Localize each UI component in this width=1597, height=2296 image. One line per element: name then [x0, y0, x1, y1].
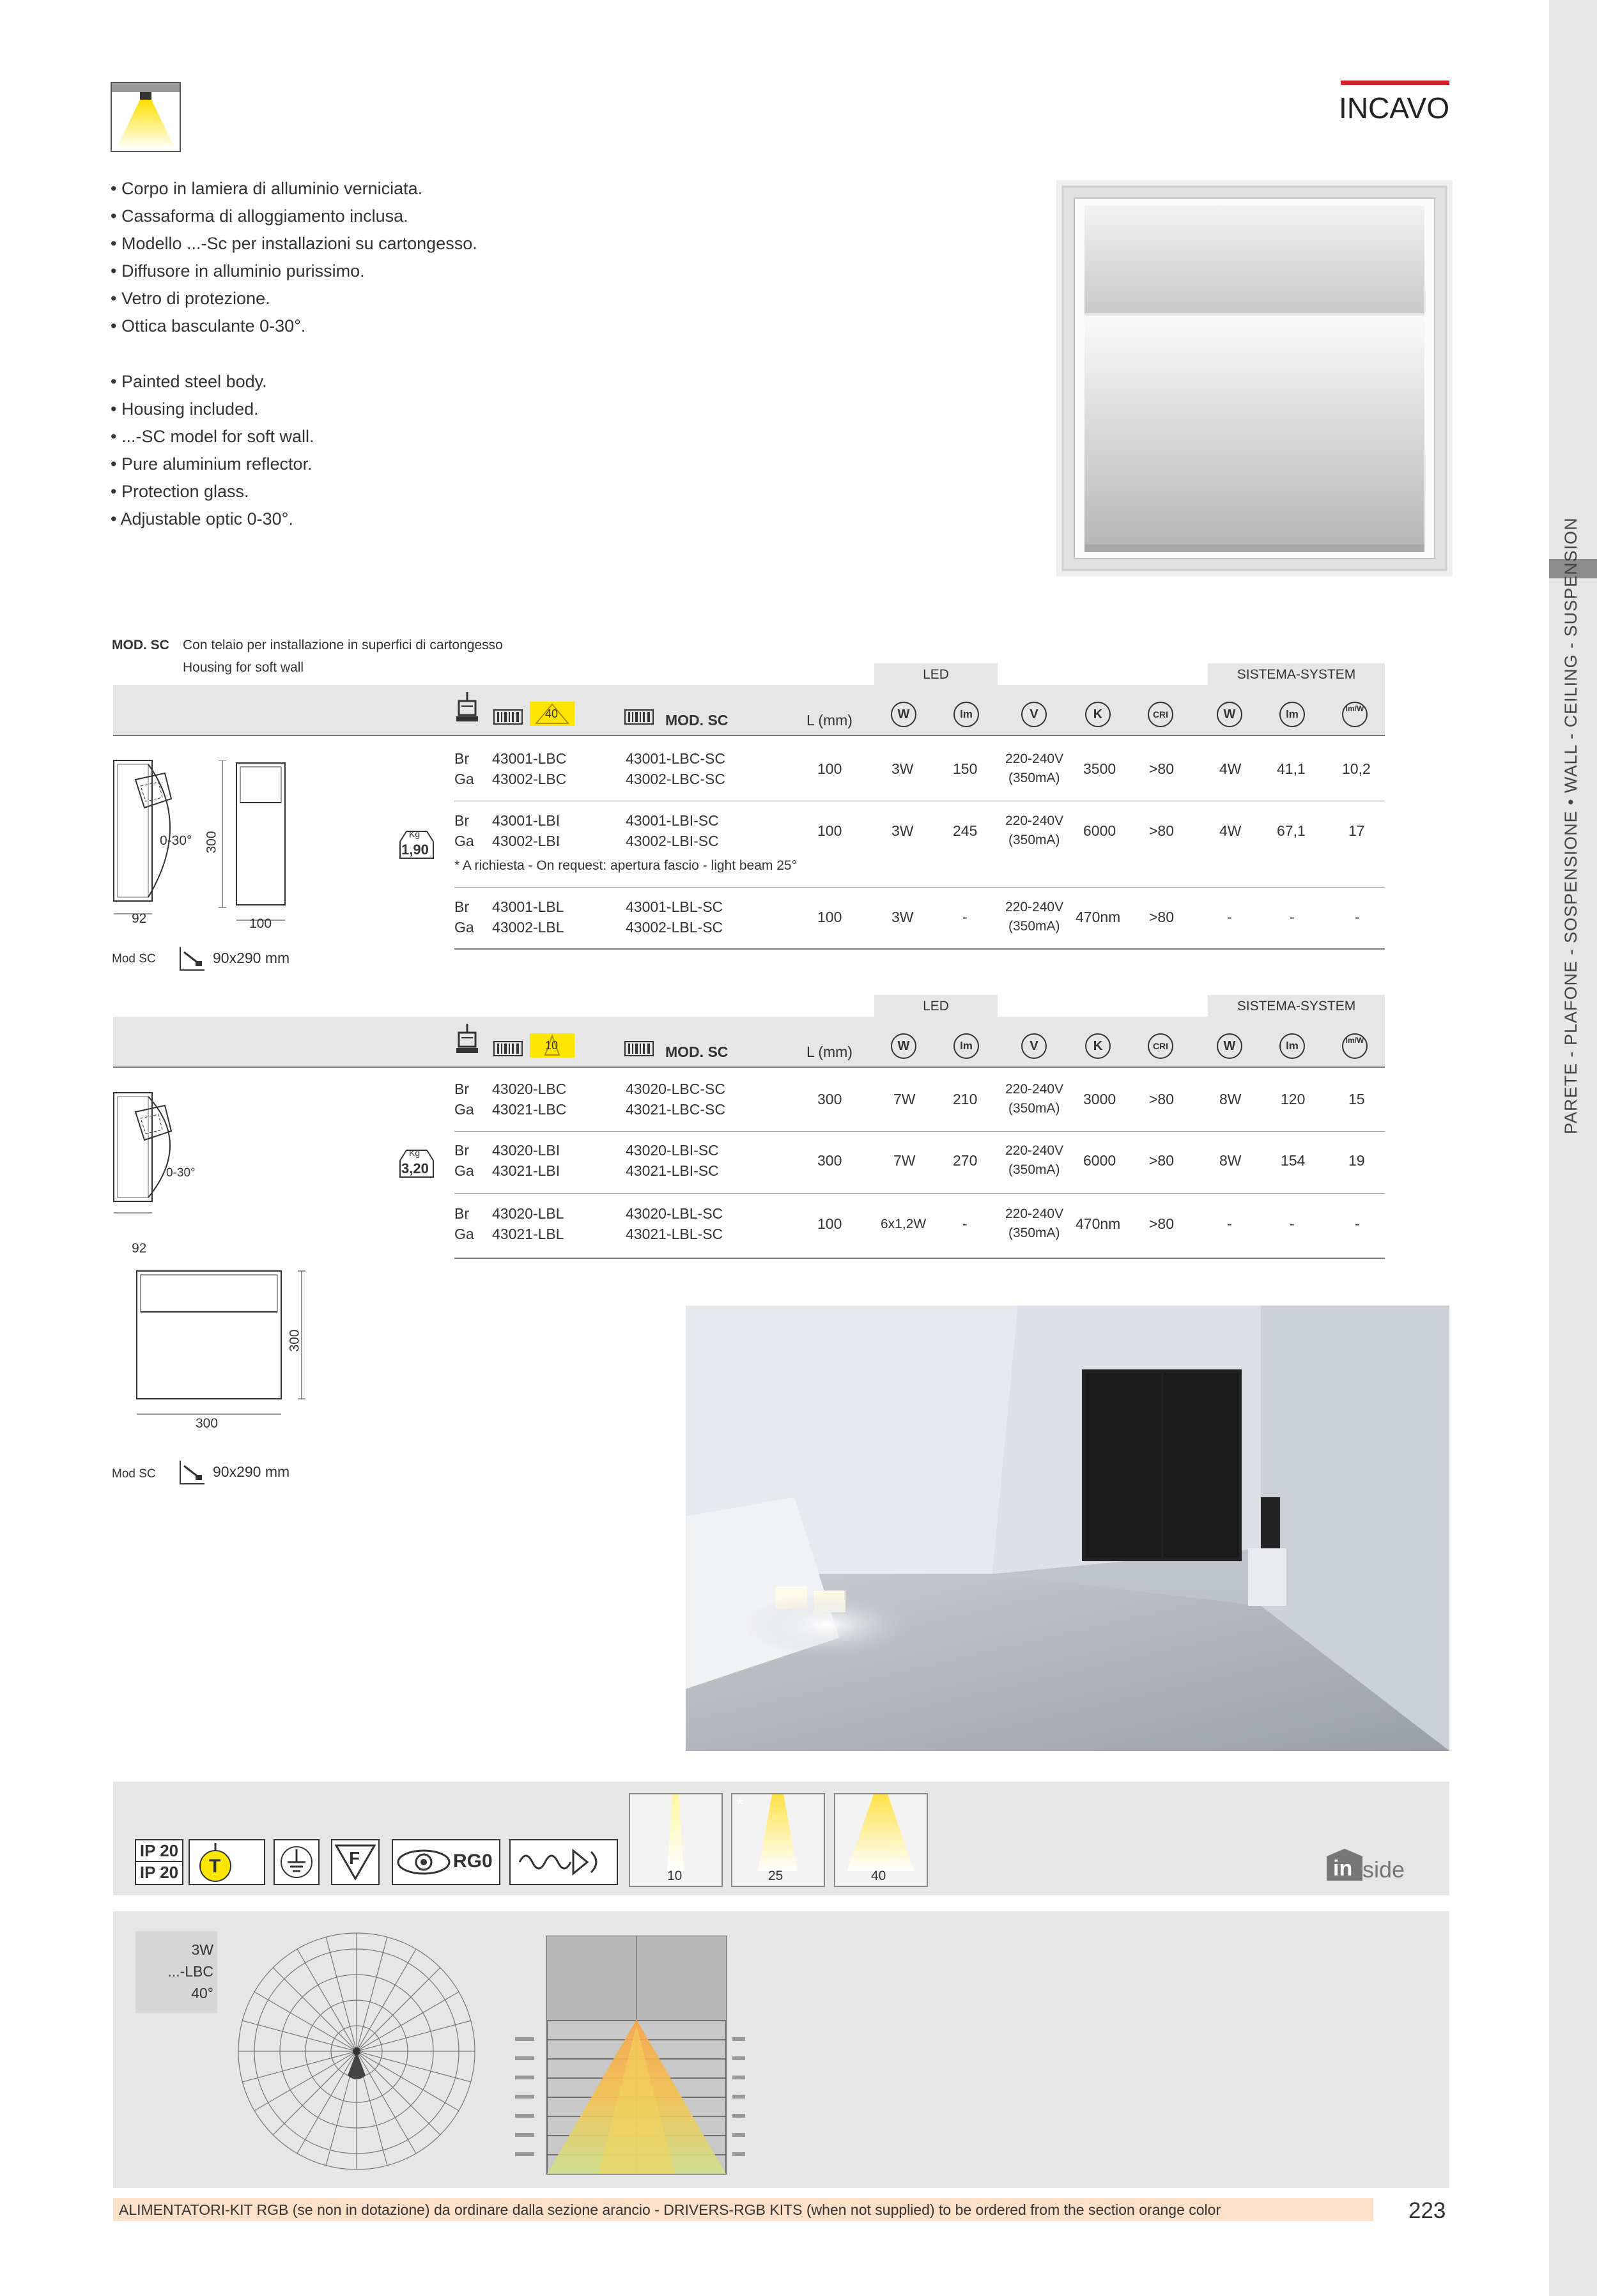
beam-10-option — [629, 1793, 723, 1887]
system-power-value: - — [1227, 909, 1232, 925]
product-code-sc: 43020-LBC-SC — [626, 1081, 725, 1097]
product-code-sc: 43021-LBC-SC — [626, 1101, 725, 1118]
photobiological-badge — [392, 1839, 500, 1885]
feature-item: • Ottica basculante 0-30°. — [111, 316, 306, 335]
efficacy-value: - — [1355, 1215, 1360, 1232]
beam-10-label: 10 — [667, 1868, 683, 1883]
barcode-sc-icon — [624, 1041, 654, 1059]
barcode-sc-icon — [624, 709, 654, 728]
product-code: 43002-LBL — [492, 919, 564, 936]
cri-value: >80 — [1149, 822, 1175, 839]
feature-item: • Protection glass. — [111, 482, 249, 501]
system-watt-icon: W — [1217, 1033, 1242, 1059]
title-rule — [1341, 81, 1449, 85]
cutout-size: 90x290 mm — [213, 950, 290, 966]
length-value: 100 — [817, 909, 842, 925]
page-number: 223 — [1408, 2198, 1446, 2223]
beam-angle-badge — [530, 1033, 575, 1058]
beam-25-star: * — [736, 1794, 744, 1815]
feature-item: • Housing included. — [111, 399, 259, 419]
temperature-badge — [189, 1839, 265, 1885]
technical-drawing-side — [109, 1086, 211, 1224]
mod-sc-description-en: Housing for soft wall — [183, 660, 304, 675]
features-italian — [111, 175, 477, 340]
system-power-value: - — [1227, 1215, 1232, 1232]
kelvin-value: 3000 — [1083, 1091, 1116, 1107]
length-value: 100 — [817, 760, 842, 777]
watt-icon: W — [891, 1033, 916, 1059]
finish-code: Br — [454, 812, 469, 829]
drawing-depth-label: 92 — [132, 1241, 147, 1256]
f-mark-letter: F — [349, 1848, 360, 1868]
cutout-icon — [179, 1460, 206, 1488]
drawing-angle-label: 0-30° — [166, 1166, 196, 1180]
system-lumen-value: - — [1290, 909, 1295, 925]
pendant-icon — [456, 692, 478, 727]
lumen-per-watt-icon: lm/W — [1342, 1033, 1368, 1059]
side-rail — [1549, 0, 1597, 2296]
feature-item: • Painted steel body. — [111, 372, 267, 391]
product-code-sc: 43001-LBC-SC — [626, 750, 725, 767]
drawing-height-label: 300 — [204, 831, 219, 854]
table-header-rule — [113, 1067, 1385, 1068]
kelvin-icon: K — [1085, 1033, 1111, 1059]
wall-light-icon — [111, 82, 181, 152]
lumen-icon: lm — [953, 702, 979, 727]
weight-unit: Kg — [409, 829, 420, 839]
product-code: 43020-LBC — [492, 1081, 567, 1097]
power-value: 6x1,2W — [881, 1217, 927, 1231]
system-lumen-value: 154 — [1281, 1152, 1306, 1169]
power-value: 7W — [893, 1091, 916, 1107]
system-header: SISTEMA-SYSTEM — [1237, 667, 1356, 682]
weight-unit: Kg — [409, 1148, 420, 1158]
photometry-power: 3W — [191, 1941, 213, 1958]
row-divider — [454, 1193, 1385, 1194]
lumen-icon: lm — [953, 1033, 979, 1059]
kelvin-value: 3500 — [1083, 760, 1116, 777]
beam-25-option — [731, 1793, 825, 1887]
product-photo — [1056, 180, 1453, 576]
mod-sc-caption: Mod SC — [112, 952, 156, 966]
length-value: 100 — [817, 1215, 842, 1232]
current-value: (350mA) — [1008, 833, 1060, 847]
finish-code: Br — [454, 1142, 469, 1159]
product-code: 43020-LBI — [492, 1142, 560, 1159]
product-code: 43020-LBL — [492, 1205, 564, 1222]
table-bottom-rule — [454, 1258, 1385, 1259]
product-code-sc: 43002-LBC-SC — [626, 771, 725, 787]
power-value: 3W — [891, 909, 914, 925]
efficacy-value: 10,2 — [1342, 760, 1371, 777]
finish-code: Br — [454, 1205, 469, 1222]
feature-item: • Adjustable optic 0-30°. — [111, 509, 293, 528]
beam-angle-value: 40 — [545, 707, 559, 720]
f-mark-badge — [331, 1839, 380, 1885]
feature-item: • ...-SC model for soft wall. — [111, 427, 314, 446]
table-header-band — [113, 685, 1385, 735]
product-code: 43002-LBI — [492, 833, 560, 849]
footer-note: ALIMENTATORI-KIT RGB (se non in dotazione) da ordinare dalla sezione arancio - DRIVERS-RGB KITS (when not supplied) to be ordered from the section orange color — [119, 2201, 1221, 2218]
voltage-icon: V — [1021, 702, 1047, 727]
current-value: (350mA) — [1008, 1226, 1060, 1240]
ambient-photo — [686, 1306, 1449, 1751]
drawing-angle-label: 0-30° — [160, 833, 192, 848]
photometry-model: ...-LBC — [167, 1963, 213, 1980]
photometry-angle: 40° — [191, 1985, 213, 2001]
system-lumen-icon: lm — [1279, 1033, 1305, 1059]
power-value: 7W — [893, 1152, 916, 1169]
system-watt-icon: W — [1217, 702, 1242, 727]
beam-angle-value: 10 — [545, 1039, 559, 1052]
efficacy-value: 19 — [1348, 1152, 1365, 1169]
lumen-value: 245 — [953, 822, 978, 839]
feature-item: • Corpo in lamiera di alluminio verniciata. — [111, 179, 423, 198]
finish-code: Ga — [454, 771, 474, 787]
system-lumen-icon: lm — [1279, 702, 1305, 727]
cri-value: >80 — [1149, 1091, 1175, 1107]
finish-code: Ga — [454, 1101, 474, 1118]
drawing-width-label: 300 — [196, 1416, 219, 1431]
finish-code: Ga — [454, 919, 474, 936]
voltage-value: 220-240V — [1005, 751, 1064, 766]
table-header-band — [113, 1017, 1385, 1067]
weight-value: 1,90 — [401, 842, 429, 858]
ip-rating-badge — [135, 1839, 183, 1885]
finish-code: Ga — [454, 1162, 474, 1179]
dimmable-icon — [509, 1839, 618, 1885]
system-lumen-value: 67,1 — [1277, 822, 1306, 839]
voltage-value: 220-240V — [1005, 900, 1064, 914]
cri-value: >80 — [1149, 909, 1175, 925]
product-code-sc: 43021-LBI-SC — [626, 1162, 719, 1179]
product-code-sc: 43001-LBL-SC — [626, 898, 723, 915]
efficacy-value: - — [1355, 909, 1360, 925]
cutout-size: 90x290 mm — [213, 1463, 290, 1480]
beam-40-option — [834, 1793, 928, 1887]
product-code: 43021-LBI — [492, 1162, 560, 1179]
finish-code: Br — [454, 750, 469, 767]
ground-icon — [274, 1839, 320, 1885]
weight-value: 3,20 — [401, 1160, 429, 1176]
row-divider — [454, 887, 1385, 888]
kelvin-value: 6000 — [1083, 822, 1116, 839]
feature-item: • Pure aluminium reflector. — [111, 454, 312, 474]
product-code: 43021-LBL — [492, 1226, 564, 1242]
table-header-rule — [113, 735, 1385, 736]
technical-drawing-front — [217, 760, 294, 936]
table-bottom-rule — [454, 948, 1385, 950]
voltage-value: 220-240V — [1005, 813, 1064, 828]
barcode-icon — [493, 709, 523, 728]
system-header: SISTEMA-SYSTEM — [1237, 999, 1356, 1013]
weight-badge — [397, 826, 435, 859]
cutout-icon — [179, 946, 206, 975]
system-lumen-value: 120 — [1281, 1091, 1306, 1107]
feature-item: • Cassaforma di alloggiamento inclusa. — [111, 206, 408, 226]
voltage-value: 220-240V — [1005, 1082, 1064, 1097]
voltage-icon: V — [1021, 1033, 1047, 1059]
technical-drawing-front — [134, 1268, 307, 1425]
power-value: 3W — [891, 822, 914, 839]
lumen-value: - — [962, 909, 968, 925]
polar-diagram — [222, 1923, 491, 2179]
lumen-value: - — [962, 1215, 968, 1232]
drawing-width-label: 100 — [249, 916, 272, 931]
power-value: 3W — [891, 760, 914, 777]
kelvin-value: 470nm — [1076, 909, 1121, 925]
product-code-sc: 43002-LBL-SC — [626, 919, 723, 936]
product-code: 43001-LBI — [492, 812, 560, 829]
finish-code: Br — [454, 1081, 469, 1097]
risk-group: RG0 — [453, 1851, 493, 1872]
pendant-icon — [456, 1024, 478, 1059]
cri-icon: CRI — [1148, 702, 1173, 727]
led-header: LED — [923, 667, 949, 682]
lumen-per-watt-icon: lm/W — [1342, 702, 1368, 727]
current-value: (350mA) — [1008, 1101, 1060, 1116]
lumen-value: 150 — [953, 760, 978, 777]
led-header: LED — [923, 999, 949, 1013]
finish-code: Br — [454, 898, 469, 915]
watt-icon: W — [891, 702, 916, 727]
lumen-value: 270 — [953, 1152, 978, 1169]
mod-sc-label: MOD. SC — [112, 638, 169, 652]
cri-value: >80 — [1149, 1152, 1175, 1169]
cri-icon: CRI — [1148, 1033, 1173, 1059]
product-code-sc: 43020-LBL-SC — [626, 1205, 723, 1222]
side-category-label: PARETE - PLAFONE - SOSPENSIONE • WALL - CEILING - SUSPENSION — [1561, 517, 1580, 1134]
inside-logo-side: side — [1362, 1856, 1405, 1883]
voltage-value: 220-240V — [1005, 1206, 1064, 1221]
product-code: 43001-LBL — [492, 898, 564, 915]
system-lumen-value: - — [1290, 1215, 1295, 1232]
finish-code: Ga — [454, 1226, 474, 1242]
system-power-value: 8W — [1219, 1091, 1242, 1107]
current-value: (350mA) — [1008, 919, 1060, 934]
beam-25-label: 25 — [768, 1868, 783, 1883]
feature-item: • Diffusore in alluminio purissimo. — [111, 261, 365, 281]
inside-logo — [1327, 1847, 1429, 1883]
length-value: 300 — [817, 1091, 842, 1107]
weight-badge — [397, 1145, 435, 1178]
current-value: (350mA) — [1008, 771, 1060, 785]
product-code-sc: 43002-LBI-SC — [626, 833, 719, 849]
mod-sc-description-it: Con telaio per installazione in superfici di cartongesso — [183, 638, 503, 652]
row-divider — [454, 1131, 1385, 1132]
ip-rating-2: IP 20 — [136, 1861, 182, 1883]
illuminance-diagram — [509, 1923, 764, 2179]
lumen-value: 210 — [953, 1091, 978, 1107]
beam-angle-badge — [530, 702, 575, 726]
length-value: 300 — [817, 1152, 842, 1169]
feature-item: • Vetro di protezione. — [111, 289, 270, 308]
mod-sc-column-header: MOD. SC — [665, 1044, 729, 1060]
system-power-value: 8W — [1219, 1152, 1242, 1169]
system-power-value: 4W — [1219, 760, 1242, 777]
length-column-header: L (mm) — [806, 1044, 853, 1060]
drawing-depth-label: 92 — [132, 911, 147, 926]
drawing-height-label: 300 — [287, 1329, 302, 1352]
efficacy-value: 17 — [1348, 822, 1365, 839]
cri-value: >80 — [1149, 1215, 1175, 1232]
beam-40-label: 40 — [871, 1868, 886, 1883]
mod-sc-column-header: MOD. SC — [665, 712, 729, 728]
product-code-sc: 43021-LBL-SC — [626, 1226, 723, 1242]
product-code: 43002-LBC — [492, 771, 567, 787]
cri-value: >80 — [1149, 760, 1175, 777]
voltage-value: 220-240V — [1005, 1143, 1064, 1158]
page-title: INCAVO — [1339, 91, 1449, 125]
length-column-header: L (mm) — [806, 712, 853, 728]
photometry-spec-box — [135, 1931, 217, 2013]
inside-logo-in: in — [1333, 1856, 1353, 1881]
finish-code: Ga — [454, 833, 474, 849]
current-value: (350mA) — [1008, 1162, 1060, 1177]
product-code: 43001-LBC — [492, 750, 567, 767]
feature-item: • Modello ...-Sc per installazioni su cartongesso. — [111, 234, 477, 253]
barcode-icon — [493, 1041, 523, 1059]
mod-sc-caption: Mod SC — [112, 1467, 156, 1481]
system-power-value: 4W — [1219, 822, 1242, 839]
kelvin-value: 470nm — [1076, 1215, 1121, 1232]
temperature-letter: T — [209, 1856, 221, 1877]
product-code-sc: 43020-LBI-SC — [626, 1142, 719, 1159]
product-code-sc: 43001-LBI-SC — [626, 812, 719, 829]
ip-rating-1: IP 20 — [139, 1841, 179, 1860]
system-lumen-value: 41,1 — [1277, 760, 1306, 777]
on-request-note: * A richiesta - On request: apertura fascio - light beam 25° — [454, 858, 798, 873]
length-value: 100 — [817, 822, 842, 839]
product-code: 43021-LBC — [492, 1101, 567, 1118]
kelvin-value: 6000 — [1083, 1152, 1116, 1169]
features-english — [111, 368, 314, 533]
efficacy-value: 15 — [1348, 1091, 1365, 1107]
kelvin-icon: K — [1085, 702, 1111, 727]
